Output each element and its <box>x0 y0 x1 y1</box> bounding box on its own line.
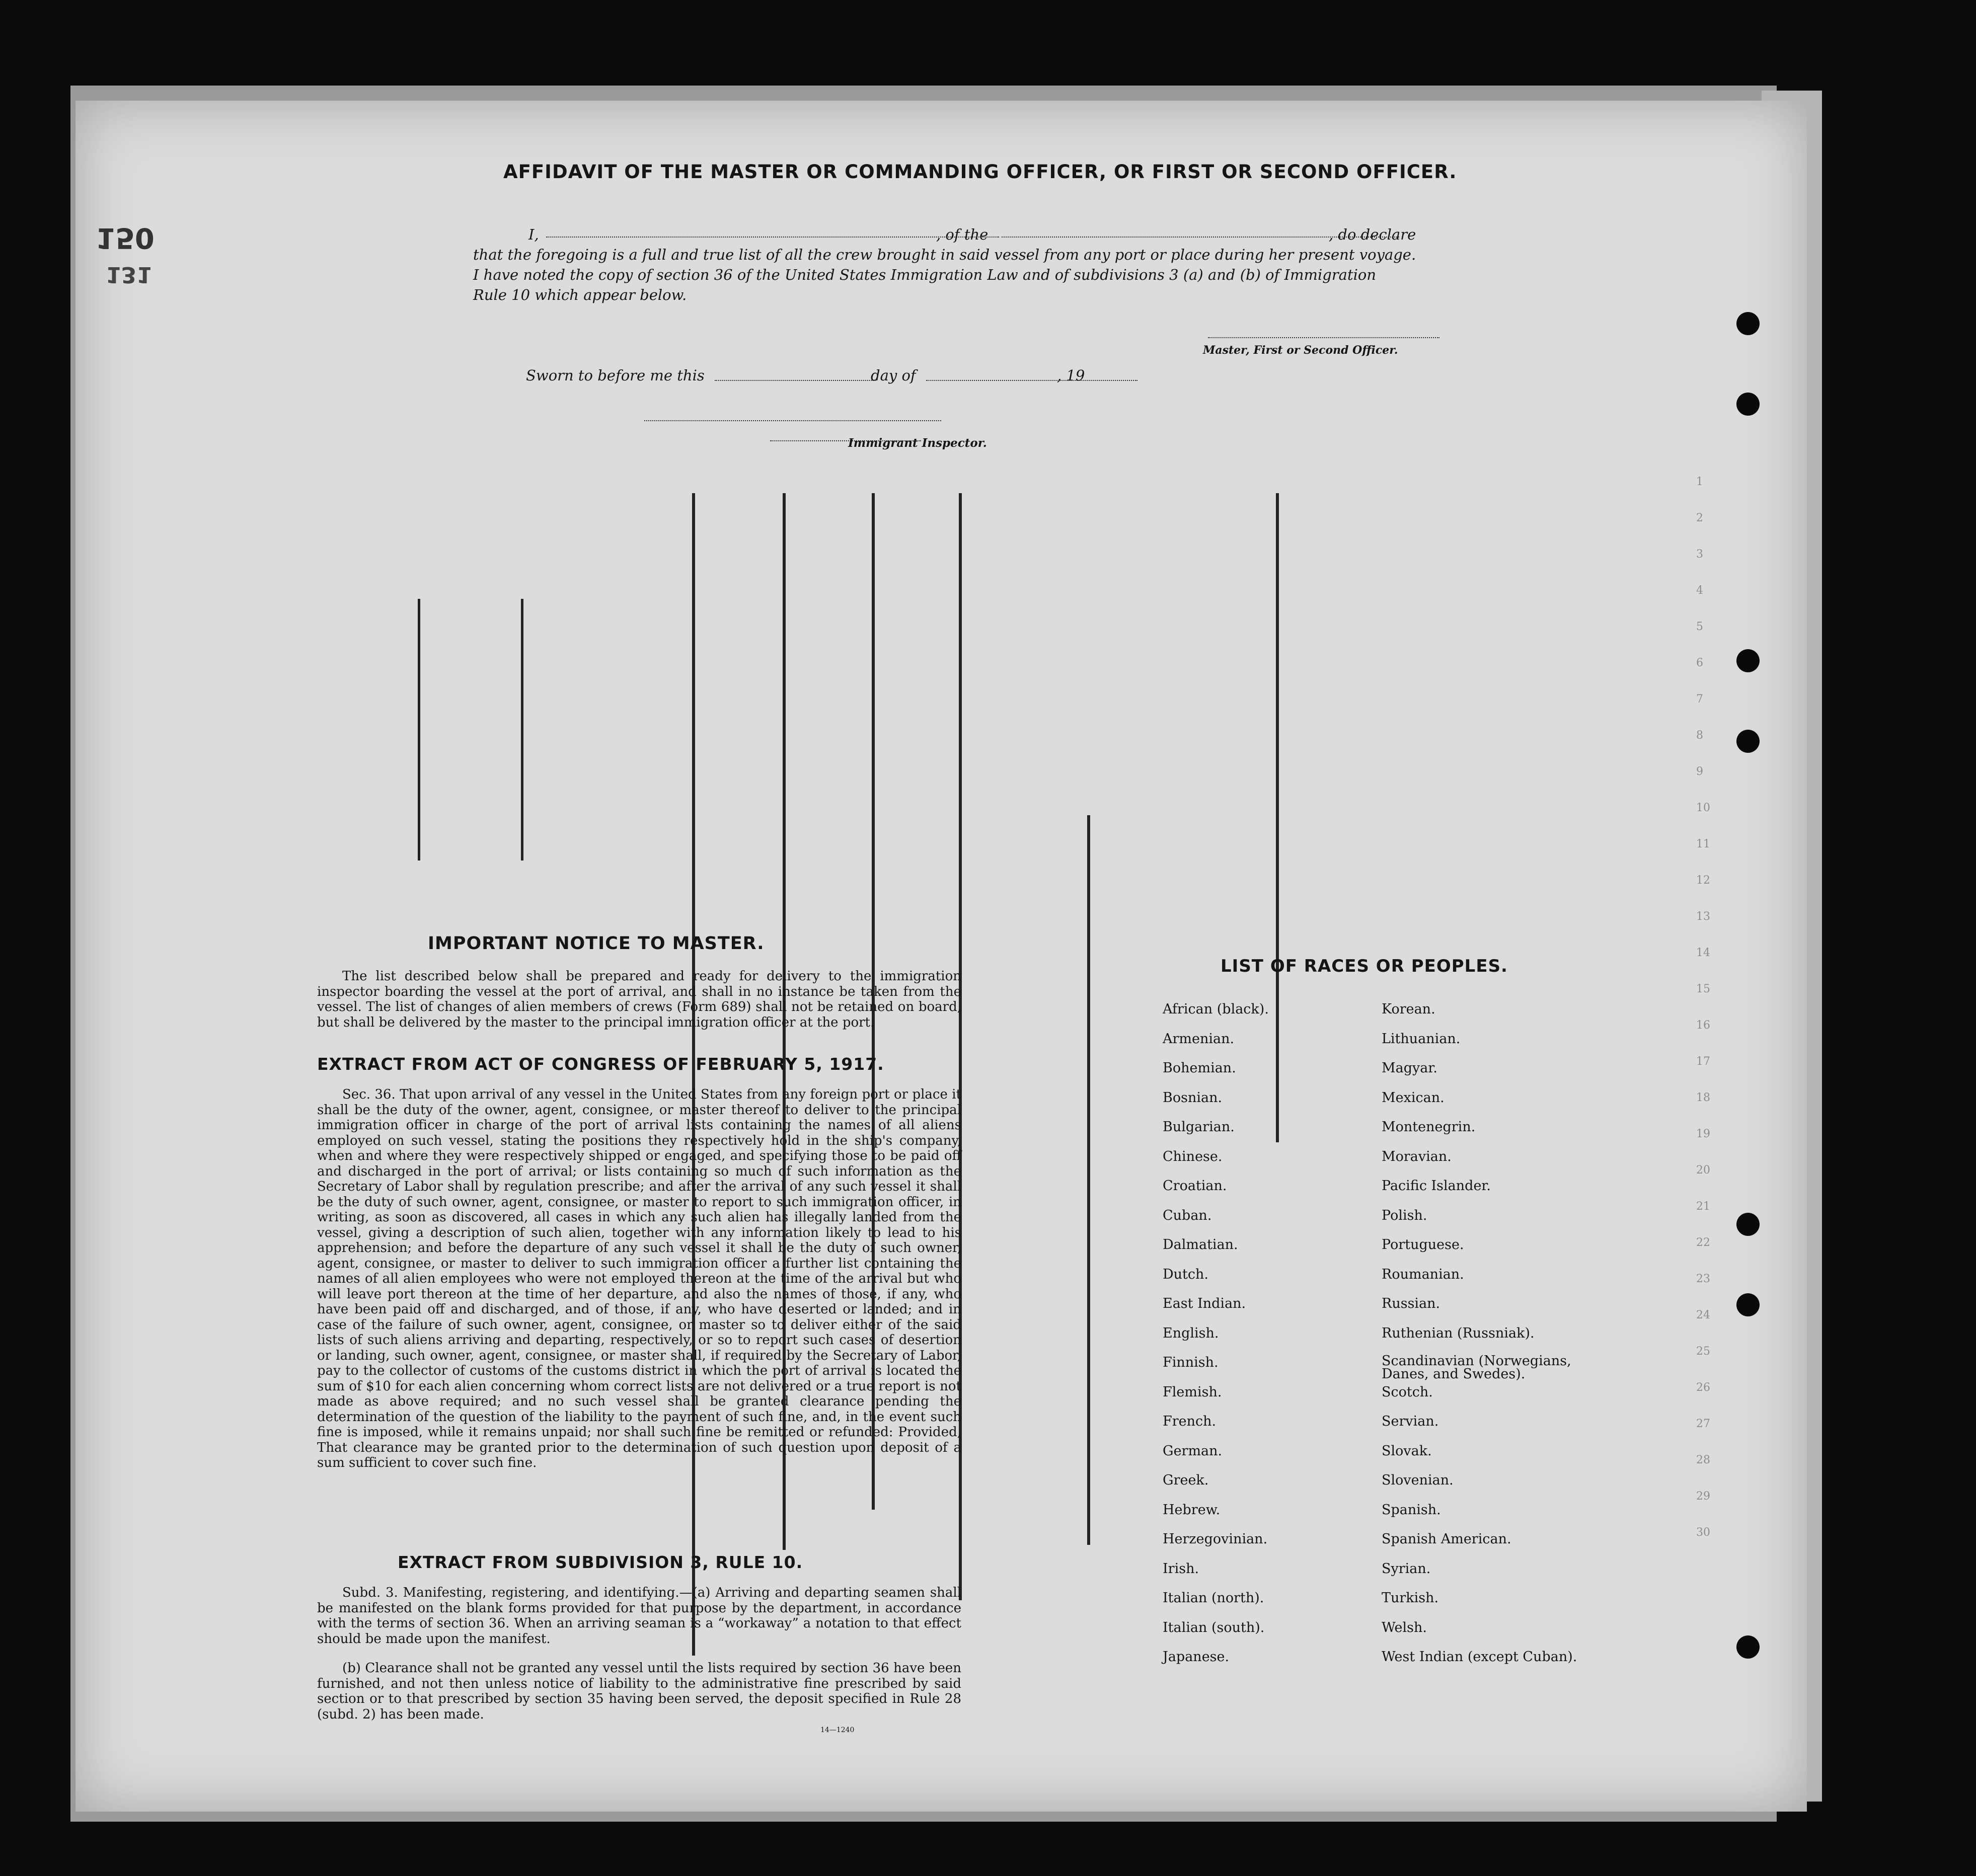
extract-rule-text-b: (b) Clearance shall not be granted any vessel until the lists required by section 36 have been furnished, and not then unless notice of liability to the administrative fine prescribed by said section or to that prescribed by section 35 having been served, the deposit specified in Rule 28 (subd. 2) has been made. <box>317 1661 961 1722</box>
manifest-page <box>75 101 1807 1812</box>
row-number: 17 <box>1696 1055 1710 1068</box>
inspector-blank-1 <box>644 420 941 421</box>
inspector-label: Immigrant Inspector. <box>848 436 987 450</box>
race-item: Spanish. <box>1382 1502 1441 1518</box>
race-item: Pacific Islander. <box>1382 1178 1491 1194</box>
year-label: , 19 <box>1057 367 1085 384</box>
affidavit-title: AFFIDAVIT OF THE MASTER OR COMMANDING OFFICER, OR FIRST OR SECOND OFFICER. <box>503 161 1457 183</box>
race-item: Irish. <box>1163 1560 1199 1577</box>
race-item: Chinese. <box>1163 1148 1223 1164</box>
extract-rule-text-a: Subd. 3. Manifesting, registering, and identifying.—(a) Arriving and departing seamen shall be manifested on the blank forms provided for that purpose by the department, in accordance with the terms of section 36. When an arriving seaman is a “workaway” a notation to that effect should be made upon the manifest. <box>317 1585 961 1647</box>
column-stroke <box>521 599 523 861</box>
race-item: Armenian. <box>1163 1031 1235 1047</box>
sworn-label: Sworn to before me this <box>526 367 705 384</box>
row-number: 4 <box>1696 584 1703 597</box>
row-number: 13 <box>1696 910 1710 923</box>
punch-hole <box>1736 393 1760 416</box>
margin-mark-top: 150 <box>96 221 155 254</box>
extract-act-text: Sec. 36. That upon arrival of any vessel in the United States from any foreign port or place it shall be the duty of the owner, agent, consignee, or master thereof to deliver to the principal immigration officer in charge of the port of arrival lists containing the names of all aliens employed on such vessel, stating the positions they respectively hold in the ship's company, when and where they were respectively shipped or engaged, and specifying those to be paid off and discharged in the port of arrival; or lists containing so much of such information as the Secretary of Labor shall by regulation prescribe; and after the arrival of any such vessel it shall be the duty of such owner, agent, consignee, or master to report to such immigration officer, in writing, as soon as discovered, all cases in which any such alien has illegally landed from the vessel, giving a description of such alien, together with any information likely to lead to his apprehension; and before the departure of any such vessel it shall be the duty of such owner, agent, consignee, or master to deliver to such immigration officer a further list containing the names of all alien employees who were not employed thereon at the time of the arrival but who will leave port thereon at the time of her departure, and also the names of those, if any, who have been paid off and discharged, and of those, if any, who have deserted or landed; and in case of the failure of such owner, agent, consignee, or master so to deliver either of the said lists of such aliens arriving and departing, respectively, or so to report such cases of desertion or landing, such owner, agent, consignee, or master shall, if required by the Secretary of Labor, pay to the collector of customs of the customs district in which the port of arrival is located the sum of $10 for each alien concerning whom correct lists are not delivered or a true report is not made as above required; and no such vessel shall be granted clearance pending the determination of the question of the liability to the payment of such fine, and, in the event such fine is imposed, while it remains unpaid; nor shall such fine be remitted or refunded: Provided, That clearance may be granted prior to the determination of such question upon deposit of a sum sufficient to cover such fine. <box>317 1087 961 1470</box>
affidavit-do-declare: , do declare <box>1329 226 1416 243</box>
punch-hole <box>1736 1293 1760 1316</box>
row-number: 26 <box>1696 1381 1710 1394</box>
race-item: Ruthenian (Russniak). <box>1382 1325 1535 1341</box>
row-number: 22 <box>1696 1236 1710 1249</box>
row-number: 5 <box>1696 620 1703 633</box>
column-stroke <box>1087 815 1090 1545</box>
race-item: Hebrew. <box>1163 1502 1221 1518</box>
race-item: Montenegrin. <box>1382 1119 1476 1135</box>
race-item: Turkish. <box>1382 1590 1439 1606</box>
race-item: Croatian. <box>1163 1178 1227 1194</box>
race-item: Cuban. <box>1163 1207 1212 1223</box>
name-blank <box>546 237 999 238</box>
punch-hole <box>1736 1635 1760 1659</box>
notice-title: IMPORTANT NOTICE TO MASTER. <box>428 933 765 954</box>
race-item: German. <box>1163 1443 1223 1459</box>
row-number: 10 <box>1696 802 1710 814</box>
extract-act-title: EXTRACT FROM ACT OF CONGRESS OF FEBRUARY 5, 1917. <box>317 1054 884 1074</box>
master-label: Master, First or Second Officer. <box>1203 344 1398 357</box>
row-number: 14 <box>1696 947 1710 959</box>
row-number: 7 <box>1696 693 1703 706</box>
race-item: Greek. <box>1163 1472 1209 1488</box>
race-item: Spanish American. <box>1382 1531 1511 1547</box>
day-of-label: day of <box>871 367 916 384</box>
race-item: West Indian (except Cuban). <box>1382 1649 1577 1665</box>
affidavit-i-label: I, <box>528 226 539 243</box>
notice-text: The list described below shall be prepared and ready for delivery to the immigration inspector boarding the vessel at the port of arrival, and shall in no instance be taken from the vessel. The list of changes of alien members of crews (Form 689) shall not be retained on board, but shall be delivered by the master to the principal immigration officer at the port. <box>317 969 961 1030</box>
race-item: French. <box>1163 1414 1217 1429</box>
row-number: 25 <box>1696 1345 1710 1358</box>
race-item: Korean. <box>1382 1001 1435 1017</box>
row-number: 23 <box>1696 1273 1710 1285</box>
punch-hole <box>1736 730 1760 753</box>
race-item: English. <box>1163 1325 1219 1341</box>
row-number: 3 <box>1696 548 1703 561</box>
punch-hole <box>1736 312 1760 335</box>
race-item: Scotch. <box>1382 1384 1433 1400</box>
race-item: Syrian. <box>1382 1560 1431 1577</box>
affidavit-line-4: Rule 10 which appear below. <box>473 286 687 303</box>
form-number: 14—1240 <box>820 1726 855 1734</box>
column-stroke <box>692 493 695 1656</box>
race-item: Scandinavian (Norwegians, Danes, and Swedes). <box>1382 1353 1571 1382</box>
race-item: Moravian. <box>1382 1148 1452 1164</box>
sworn-month-blank <box>926 380 1137 381</box>
row-number: 20 <box>1696 1164 1710 1177</box>
races-title: LIST OF RACES OR PEOPLES. <box>1221 956 1508 976</box>
race-item: Herzegovinian. <box>1163 1531 1268 1547</box>
race-item: Servian. <box>1382 1414 1439 1429</box>
column-stroke <box>1276 493 1279 1142</box>
race-item: Lithuanian. <box>1382 1031 1461 1047</box>
race-item: Flemish. <box>1163 1384 1222 1400</box>
race-item: Polish. <box>1382 1207 1427 1223</box>
race-item: Bohemian. <box>1163 1060 1236 1076</box>
punch-hole <box>1736 649 1760 672</box>
row-number: 21 <box>1696 1200 1710 1213</box>
row-number: 9 <box>1696 765 1703 778</box>
race-item: Italian (north). <box>1163 1590 1264 1606</box>
race-item: Dalmatian. <box>1163 1237 1238 1253</box>
race-item: Bosnian. <box>1163 1089 1223 1106</box>
sworn-day-blank <box>715 380 876 381</box>
row-number: 1 <box>1696 476 1703 488</box>
race-item: Japanese. <box>1163 1649 1230 1665</box>
row-number: 28 <box>1696 1454 1710 1466</box>
row-number: 15 <box>1696 983 1710 995</box>
signature-blank <box>1208 337 1439 338</box>
row-number: 6 <box>1696 657 1703 669</box>
column-stroke <box>418 599 420 861</box>
row-number: 2 <box>1696 512 1703 524</box>
race-item: Slovak. <box>1382 1443 1432 1459</box>
row-number: 29 <box>1696 1490 1710 1503</box>
race-item: Italian (south). <box>1163 1619 1265 1635</box>
row-number: 27 <box>1696 1418 1710 1430</box>
race-item: Russian. <box>1382 1296 1440 1311</box>
margin-mark-bottom: 131 <box>106 262 152 287</box>
row-number: 30 <box>1696 1526 1710 1539</box>
affidavit-line-2: that the foregoing is a full and true list of all the crew brought in said vessel from any port or place during her present voyage. <box>473 246 1416 263</box>
race-item: Portuguese. <box>1382 1237 1464 1253</box>
race-item: Bulgarian. <box>1163 1119 1235 1135</box>
race-item: Slovenian. <box>1382 1472 1454 1488</box>
row-number: 8 <box>1696 729 1703 742</box>
race-item: Dutch. <box>1163 1266 1208 1282</box>
extract-rule-title: EXTRACT FROM SUBDIVISION 3, RULE 10. <box>398 1552 803 1572</box>
punch-hole <box>1736 1213 1760 1236</box>
row-number: 12 <box>1696 874 1710 887</box>
race-item: Mexican. <box>1382 1089 1445 1106</box>
affidavit-line-3: I have noted the copy of section 36 of the United States Immigration Law and of subdivisions 3 (a) and (b) of Immigration <box>473 266 1377 283</box>
race-item: East Indian. <box>1163 1296 1246 1311</box>
race-item: African (black). <box>1163 1001 1269 1017</box>
row-number: 18 <box>1696 1091 1710 1104</box>
row-number: 24 <box>1696 1309 1710 1321</box>
row-number: 11 <box>1696 838 1710 850</box>
row-number: 16 <box>1696 1019 1710 1032</box>
race-item: Magyar. <box>1382 1060 1437 1076</box>
race-item: Welsh. <box>1382 1619 1427 1635</box>
race-item: Finnish. <box>1163 1355 1219 1370</box>
row-number: 19 <box>1696 1128 1710 1140</box>
affidavit-of-the: , of the <box>936 226 989 243</box>
race-item: Roumanian. <box>1382 1266 1464 1282</box>
